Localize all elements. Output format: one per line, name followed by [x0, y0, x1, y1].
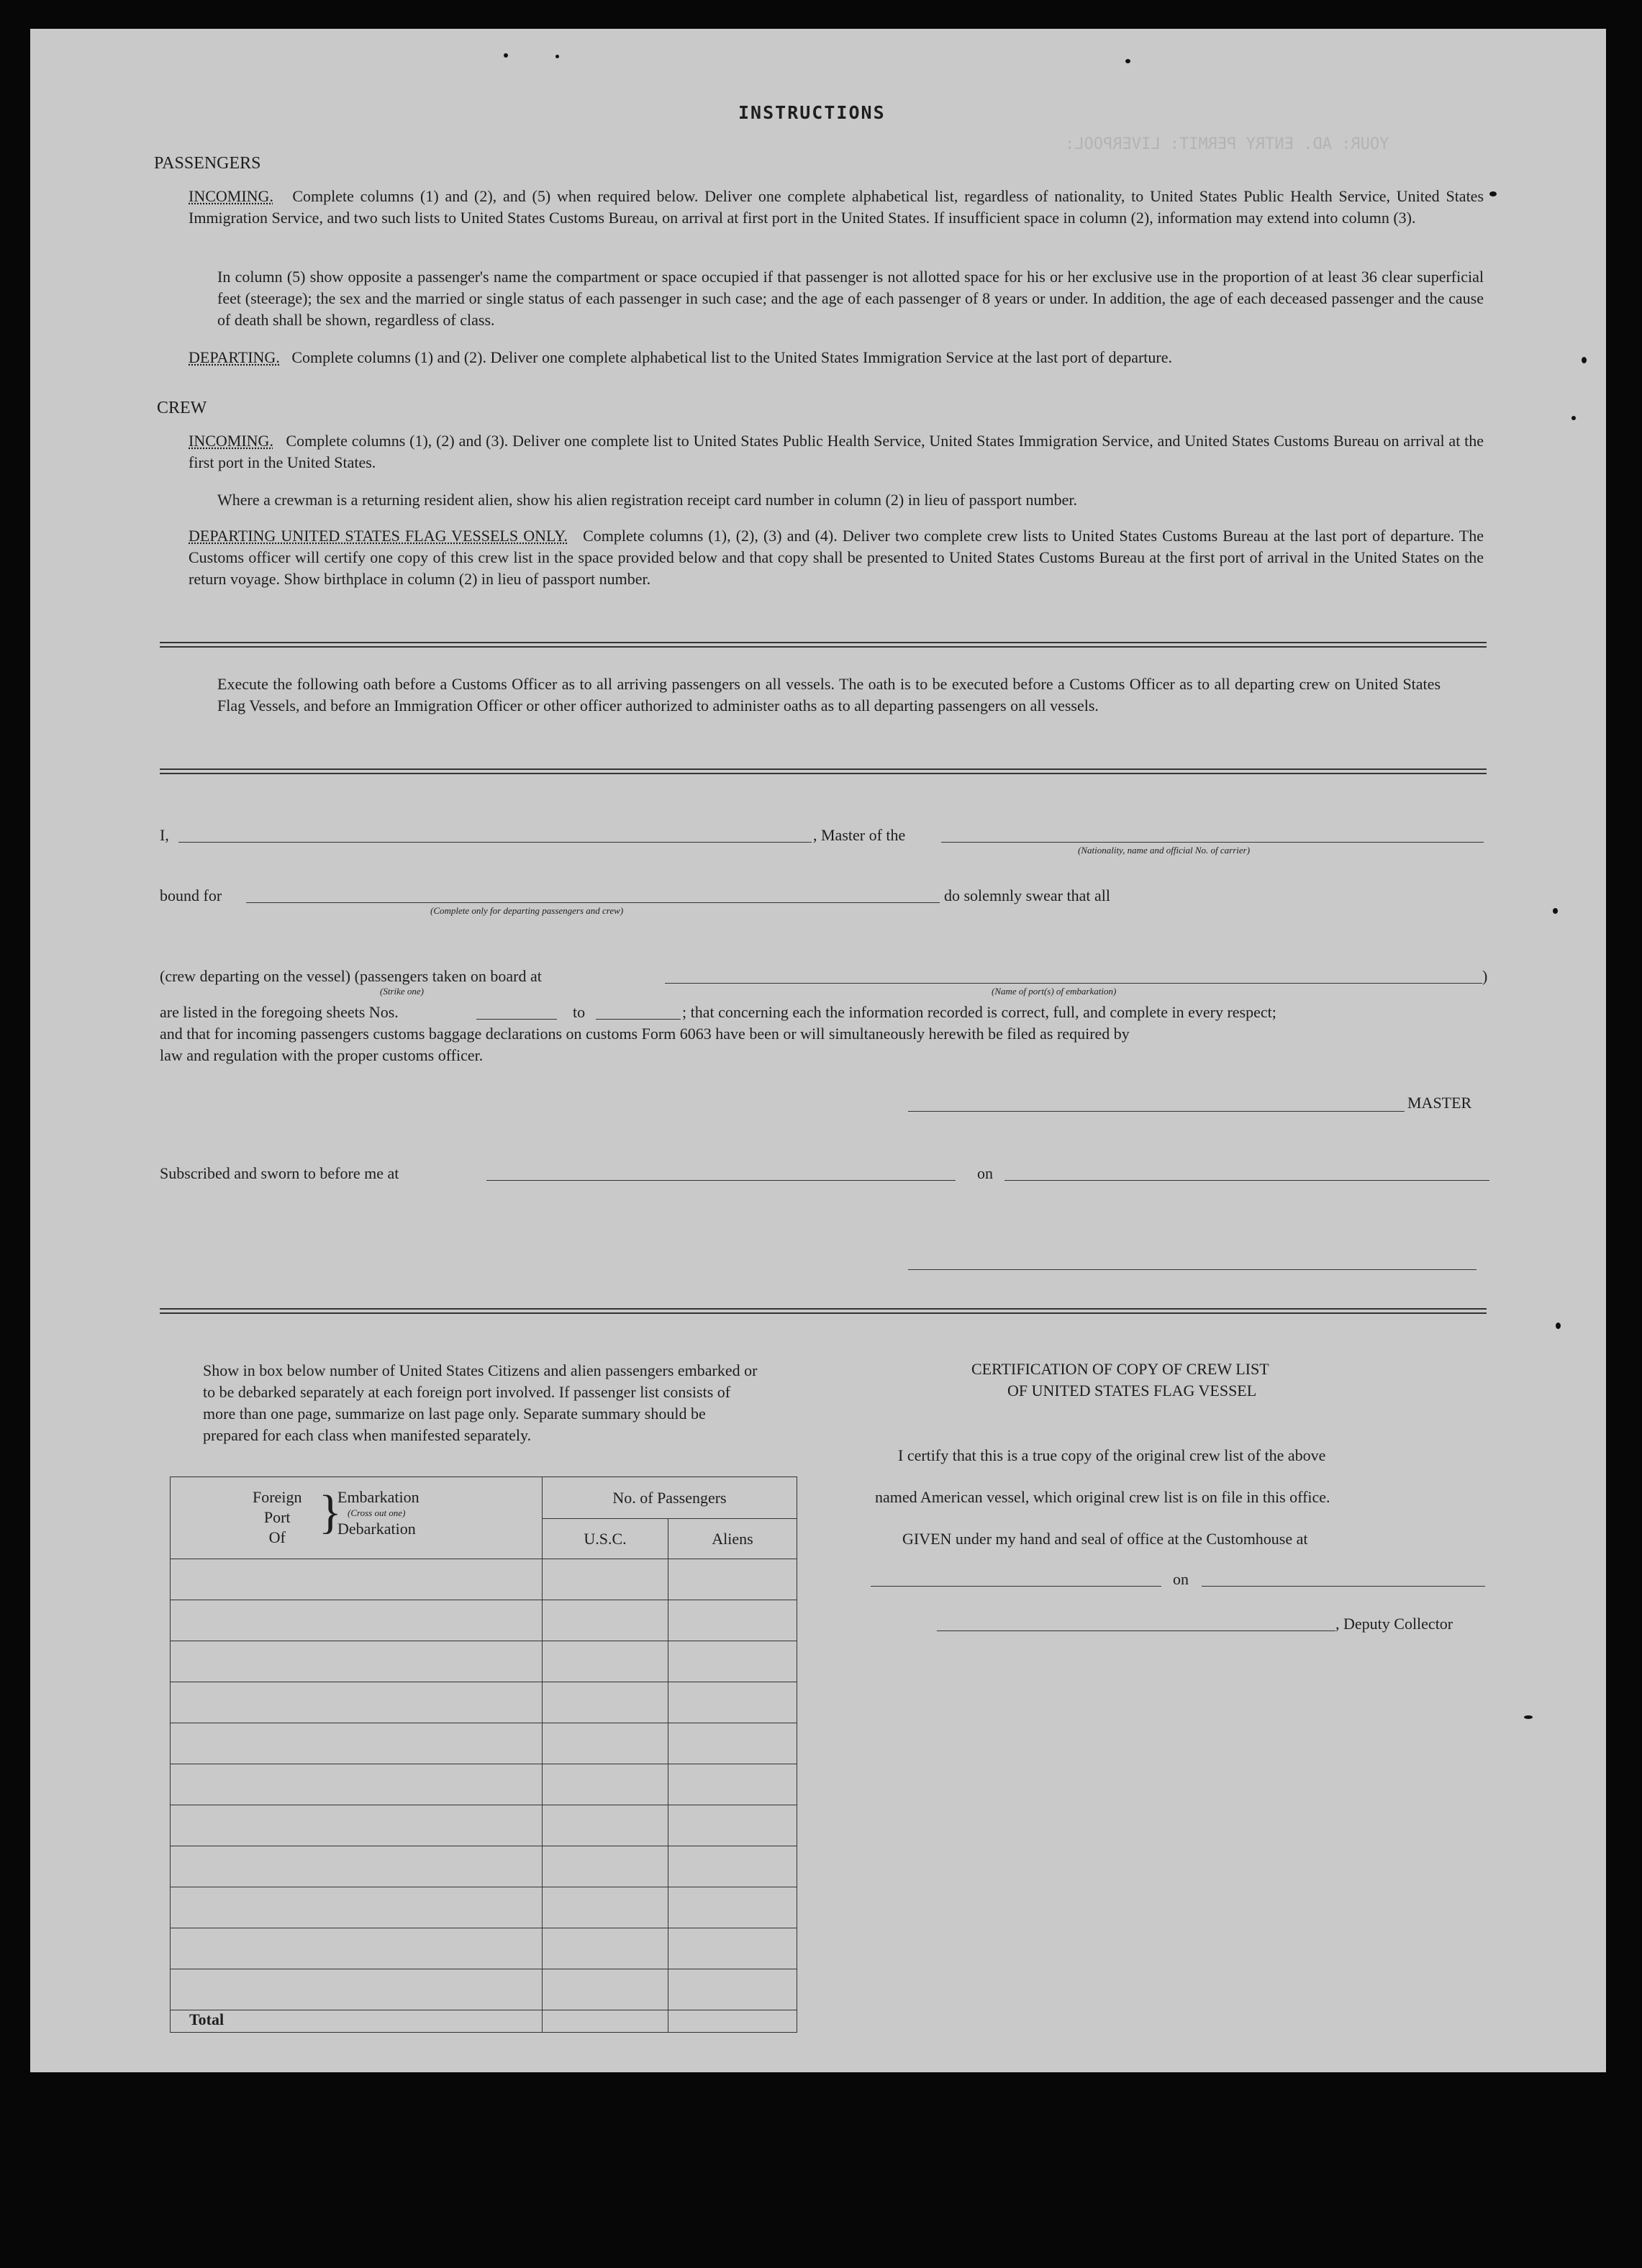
speck: [504, 53, 508, 58]
speck: [1125, 59, 1130, 63]
deputy-collector-label: , Deputy Collector: [1335, 1615, 1453, 1633]
sheet-to-field[interactable]: [596, 1019, 681, 1020]
port-cell[interactable]: [171, 1682, 543, 1723]
total-aliens-cell[interactable]: [668, 2010, 797, 2033]
aliens-cell[interactable]: [668, 1928, 797, 1969]
master-signature-field[interactable]: [908, 1111, 1405, 1112]
usc-cell[interactable]: [543, 1641, 668, 1682]
bleed-through-text: YOUR: AD. ENTRY PERMIT: LIVERPOOL:: [1065, 135, 1389, 153]
crew-resident: Where a crewman is a returning resident alien, show his alien registration receipt card number in column (2) in lieu of passport number.: [217, 491, 1077, 509]
master-name-field[interactable]: [178, 842, 812, 843]
aliens-cell[interactable]: [668, 1641, 797, 1682]
aliens-cell[interactable]: [668, 1600, 797, 1641]
crew-heading: CREW: [157, 399, 207, 417]
port-cell[interactable]: [171, 1723, 543, 1764]
passengers-heading: PASSENGERS: [154, 154, 261, 173]
crew-incoming-label: INCOMING.: [189, 432, 273, 450]
speck: [1556, 1323, 1561, 1329]
port-cell[interactable]: [171, 1641, 543, 1682]
usc-cell[interactable]: [543, 1887, 668, 1928]
embarkation-label[interactable]: Embarkation: [337, 1488, 419, 1506]
embarkation-note: (Name of port(s) of embarkation): [992, 986, 1117, 997]
port-cell[interactable]: [171, 1887, 543, 1928]
carrier-field[interactable]: [941, 842, 1484, 843]
passengers-departing-label: DEPARTING.: [189, 348, 280, 366]
passenger-summary-table: [170, 1477, 797, 2033]
usc-cell[interactable]: [543, 1969, 668, 2010]
speck: [1553, 908, 1558, 914]
aliens-cell[interactable]: [668, 1559, 797, 1600]
aliens-header: Aliens: [668, 1519, 797, 1559]
port-cell[interactable]: [171, 1600, 543, 1641]
bound-for-label: bound for: [160, 886, 222, 904]
port-cell[interactable]: [171, 1928, 543, 1969]
passengers-incoming: [189, 186, 1484, 229]
listed-statement-2: and that for incoming passengers customs baggage declarations on customs Form 6063 have been or will simultaneously herewith be filed as required by: [160, 1025, 1130, 1043]
foreign-label: Foreign: [253, 1488, 302, 1506]
certification-line-2: named American vessel, which original crew list is on file in this office.: [875, 1488, 1330, 1506]
listed-to-label: to: [573, 1003, 586, 1021]
aliens-cell[interactable]: [668, 1682, 797, 1723]
aliens-cell[interactable]: [668, 1805, 797, 1846]
certification-line-3: GIVEN under my hand and seal of office at the Customhouse at: [902, 1530, 1308, 1548]
sheet-from-field[interactable]: [476, 1019, 557, 1020]
divider: [160, 1308, 1487, 1314]
port-header-cell: [171, 1477, 543, 1559]
bound-for-note: (Complete only for departing passengers and crew): [430, 905, 624, 916]
passengers-column5: In column (5) show opposite a passenger's name the compartment or space occupied if that passenger is not allotted space for his or her exclusive use in the proportion of at least 36 clear superficial feet (steerage); the sex and the married or single status of each passenger in such case; and the age of each passenger of 8 years or under. In addition, the age of each deceased passenger and the cause of death shall be shown, regardless of class.: [217, 268, 1484, 329]
usc-cell[interactable]: [543, 1764, 668, 1805]
certification-on-label: on: [1173, 1570, 1189, 1588]
certification-title-2: OF UNITED STATES FLAG VESSEL: [1007, 1382, 1257, 1400]
certification-date-field[interactable]: [1202, 1586, 1485, 1587]
embarkation-port-field[interactable]: [665, 983, 1482, 984]
usc-cell[interactable]: [543, 1846, 668, 1887]
usc-cell[interactable]: [543, 1723, 668, 1764]
foreign-port-of: [253, 1487, 301, 1548]
speck: [1489, 191, 1497, 196]
embark-debark: [337, 1487, 419, 1539]
customhouse-field[interactable]: [871, 1586, 1161, 1587]
sworn-on-label: on: [977, 1164, 993, 1182]
crew-incoming-text: Complete columns (1), (2) and (3). Deliver one complete list to United States Public Health Service, United States Immigration Service, and United States Customs Bureau on arrival at the first port in the United States.: [189, 432, 1484, 471]
port-cell[interactable]: [171, 1846, 543, 1887]
speck: [1571, 416, 1576, 420]
deputy-signature-field[interactable]: [937, 1630, 1335, 1631]
speck: [1524, 1715, 1533, 1719]
aliens-cell[interactable]: [668, 1723, 797, 1764]
aliens-cell[interactable]: [668, 1764, 797, 1805]
passengers-departing-text: Complete columns (1) and (2). Deliver one complete alphabetical list to the United States Immigration Service at the last port of departure.: [291, 348, 1173, 366]
aliens-cell[interactable]: [668, 1969, 797, 2010]
sworn-place-field[interactable]: [486, 1180, 956, 1181]
usc-cell[interactable]: [543, 1682, 668, 1723]
aliens-cell[interactable]: [668, 1887, 797, 1928]
cross-out-note: (Cross out one): [348, 1507, 406, 1518]
crew-incoming: [189, 430, 1484, 473]
debarkation-label[interactable]: Debarkation: [337, 1520, 416, 1538]
port-label: Port: [263, 1508, 291, 1526]
divider: [160, 642, 1487, 648]
summary-instructions: Show in box below number of United States Citizens and alien passengers embarked or to be debarked separately at each foreign port involved. If passenger list consists of more than one page, summarize on last page only. Separate summary should be prepared for each class when manifested separately.: [203, 1361, 758, 1444]
port-cell[interactable]: [171, 1969, 543, 2010]
crew-departing-text: Complete columns (1), (2), (3) and (4). Deliver two complete crew lists to United States Customs Bureau at the last port of departure. The Customs officer will certify one copy of this crew list in the space provided below and that copy shall be presented to United States Customs Bureau at the first port of arrival in the United States on the return voyage. Show birthplace in column (2) in lieu of passport number.: [189, 527, 1484, 588]
sworn-date-field[interactable]: [1004, 1180, 1489, 1181]
usc-cell[interactable]: [543, 1559, 668, 1600]
passengers-incoming-label: INCOMING.: [189, 187, 273, 205]
usc-cell[interactable]: [543, 1600, 668, 1641]
of-label: Of: [268, 1528, 286, 1546]
certification-title-1: CERTIFICATION OF COPY OF CREW LIST: [971, 1360, 1269, 1378]
oath-i-label: I,: [160, 826, 169, 844]
usc-header: U.S.C.: [543, 1519, 668, 1559]
officer-signature-field[interactable]: [908, 1269, 1477, 1270]
swear-text: do solemnly swear that all: [944, 886, 1110, 904]
crew-departing-oath: (crew departing on the vessel) (passengers taken on board at: [160, 967, 542, 985]
certification-line-1: I certify that this is a true copy of the original crew list of the above: [898, 1446, 1326, 1464]
aliens-cell[interactable]: [668, 1846, 797, 1887]
port-cell[interactable]: [171, 1805, 543, 1846]
port-cell[interactable]: [171, 1559, 543, 1600]
master-label: MASTER: [1407, 1094, 1472, 1112]
oath-intro: Execute the following oath before a Customs Officer as to all arriving passengers on all vessels. The oath is to be executed before a Customs Officer as to all departing crew on United States Flag Vessels, and before an Immigration Officer or other officer authorized to administer oaths as to all departing passengers on all vessels.: [217, 675, 1441, 715]
master-of-label: , Master of the: [813, 826, 906, 844]
strike-one-note: (Strike one): [380, 986, 425, 997]
total-label: Total: [171, 2010, 543, 2033]
port-cell[interactable]: [171, 1764, 543, 1805]
no-passengers-header: No. of Passengers: [543, 1477, 797, 1519]
carrier-note: (Nationality, name and official No. of carrier): [1078, 845, 1251, 856]
total-usc-cell[interactable]: [543, 2010, 668, 2033]
brace-glyph: }: [319, 1486, 342, 1538]
speck: [1582, 357, 1587, 363]
bound-for-field[interactable]: [246, 902, 940, 903]
divider: [160, 768, 1487, 774]
usc-cell[interactable]: [543, 1805, 668, 1846]
passengers-incoming-text: Complete columns (1) and (2), and (5) when required below. Deliver one complete alphabetical list, regardless of nationality, to United States Public Health Service, United States Immigration Service, and two such lists to United States Customs Bureau, on arrival at first port in the United States. If insufficient space in column (2), information may extend into column (3).: [189, 187, 1484, 227]
crew-departing-label: DEPARTING UNITED STATES FLAG VESSELS ONLY.: [189, 527, 568, 545]
listed-statement: ; that concerning each the information recorded is correct, full, and complete in every respect;: [682, 1003, 1276, 1021]
listed-statement-3: law and regulation with the proper customs officer.: [160, 1046, 484, 1064]
subscribed-label: Subscribed and sworn to before me at: [160, 1164, 399, 1182]
speck: [555, 55, 559, 58]
crew-departing: [189, 525, 1484, 590]
page-title: INSTRUCTIONS: [738, 102, 886, 123]
usc-cell[interactable]: [543, 1928, 668, 1969]
passengers-departing: [189, 347, 1484, 368]
listed-sheets-label: are listed in the foregoing sheets Nos.: [160, 1003, 399, 1021]
close-paren: ): [1482, 967, 1488, 985]
